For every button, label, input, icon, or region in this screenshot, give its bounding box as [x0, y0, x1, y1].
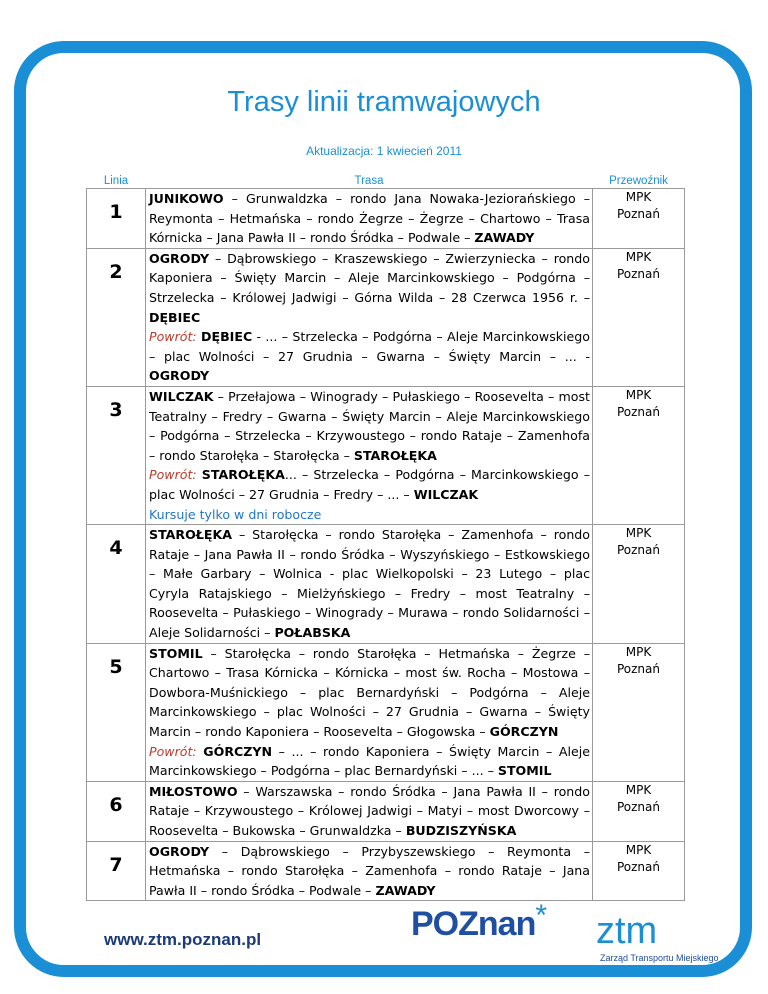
route-start: STOMIL [149, 645, 203, 661]
route-stops: – Starołęcka – rondo Starołęka – Zamenhofa – rondo Rataje – Jana Pawła II – rondo Śródka – Wyszyńskiego – Estkowskiego – Małe Garbary – Wolnica - plac Wielkopolski – 23 Lutego – plac Cyryla Ratajskiego – Mielżyńskiego – Fredry – most Teatralny – Roosevelta – Pułaskiego – Winogrady – Murawa – rondo Solidarności – Aleje Solidarności – [149, 527, 590, 641]
carrier-cell [593, 525, 685, 644]
route-start: MIŁOSTOWO [149, 783, 238, 799]
route-return [149, 465, 590, 504]
header-line: Linia [103, 175, 129, 187]
return-label: Powrót: [149, 743, 197, 759]
line-number: 2 [87, 248, 146, 386]
route-end: POŁABSKA [274, 625, 351, 641]
route-main [149, 842, 590, 901]
route-return [149, 327, 590, 386]
update-date: Aktualizacja: 1 kwiecień 2011 [306, 144, 462, 158]
carrier-city: Poznań [616, 859, 660, 874]
route-start: DĘBIEC [201, 329, 253, 345]
carrier-cell [593, 189, 685, 249]
ztm-logo: ztm [592, 910, 661, 953]
ztm-subtitle: Zarząd Transportu Miejskiego [600, 953, 719, 963]
route-start: STAROŁĘKA [201, 467, 285, 483]
line-number: 6 [87, 781, 146, 841]
route-cell [146, 386, 593, 524]
return-label: Powrót: [149, 467, 197, 483]
routes-table [86, 174, 685, 901]
return-label: Powrót: [149, 329, 197, 345]
route-stops: – Warszawska – rondo Śródka – Jana Pawła II – rondo Rataje – Krzywoustego – Królowej Jadwigi – Matyi – most Dworcowy – Roosevelta – Bukowska – Grunwaldzka – [149, 783, 590, 838]
carrier-name: MPK [625, 190, 652, 204]
page-title: Trasy linii tramwajowych [227, 86, 541, 118]
table-row [87, 386, 685, 524]
route-stops: – Dąbrowskiego – Kraszewskiego – Zwierzyniecka – rondo Kaponiera – Święty Marcin – Aleje Marcinkowskiego – Podgórna – Strzelecka – Królowej Jadwigi – Górna Wilda – 28 Czerwca 1956 r. – [149, 250, 590, 305]
carrier-city: Poznań [616, 661, 660, 676]
carrier-name: MPK [625, 249, 652, 264]
route-cell [146, 781, 593, 841]
route-start: JUNIKOWO [149, 191, 224, 206]
carrier-name: MPK [625, 644, 652, 659]
route-cell [146, 643, 593, 781]
header-route: Trasa [354, 175, 384, 187]
line-number: 7 [87, 841, 146, 901]
route-start: OGRODY [149, 843, 210, 859]
table-row [87, 189, 685, 249]
route-start: WILCZAK [149, 388, 214, 404]
route-main [149, 525, 590, 643]
route-main [149, 189, 590, 248]
route-note: Kursuje tylko w dni robocze [149, 506, 322, 522]
line-number: 3 [87, 386, 146, 524]
carrier-cell [593, 781, 685, 841]
route-stops: – Grunwaldzka – rondo Jana Nowaka-Jeziorańskiego – Reymonta – Hetmańska – rondo Żegrze – Żegrze – Chartowo – Trasa Kórnicka – Jana Pawła II – rondo Śródka – Podwale – [149, 191, 590, 246]
route-stops: ... – Strzelecka – Podgórna – Marcinkowskiego – plac Wolności – 27 Grudnia – Fredry – ... – [149, 467, 590, 502]
route-stops: – Starołęcka – rondo Starołęka – Hetmańska – Żegrze – Chartowo – Trasa Kórnicka – Kórnicka – most św. Rocha – Mostowa – Dowbora-Muśnickiego – plac Bernardyński – Podgórna – Aleje Marcinkowskiego – plac Wolności – 27 Grudnia – Gwarna – Święty Marcin – rondo Kaponiera – Roosevelta – Głogowska – [149, 645, 590, 740]
carrier-cell [593, 248, 685, 386]
carrier-city: Poznań [616, 207, 660, 221]
asterisk-icon: * [535, 899, 547, 932]
route-main [149, 387, 590, 465]
route-end: DĘBIEC [149, 309, 201, 325]
route-end: OGRODY [149, 368, 210, 384]
route-cell [146, 189, 593, 249]
carrier-city: Poznań [616, 266, 660, 281]
table-row [87, 525, 685, 644]
carrier-name: MPK [625, 526, 652, 541]
carrier-name: MPK [625, 842, 652, 857]
route-end: ZAWADY [474, 230, 535, 246]
route-end: WILCZAK [413, 486, 479, 502]
table-row [87, 781, 685, 841]
route-end: STAROŁĘKA [353, 447, 437, 463]
route-start: OGRODY [149, 250, 210, 266]
route-stops: – Dąbrowskiego – Przybyszewskiego – Reymonta – Hetmańska – rondo Starołęka – Zamenhofa – rondo Rataje – Jana Pawła II – rondo Śródka – Podwale – [149, 843, 590, 898]
route-return [149, 742, 590, 781]
carrier-cell [593, 386, 685, 524]
carrier-cell [593, 643, 685, 781]
carrier-name: MPK [625, 387, 652, 402]
route-cell [146, 841, 593, 901]
route-stops: – Przełajowa – Winogrady – Pułaskiego – Roosevelta – most Teatralny – Fredry – Gwarna – Święty Marcin – Aleje Marcinkowskiego – Podgórna – Strzelecka – Krzywoustego – rondo Rataje – Zamenhofa – rondo Starołęka – Starołęcka – [149, 388, 590, 463]
route-end: GÓRCZYN [489, 724, 559, 740]
table-row [87, 643, 685, 781]
line-number: 1 [87, 189, 146, 249]
route-main [149, 644, 590, 742]
poznan-logo [405, 899, 552, 944]
route-start: STAROŁĘKA [149, 527, 233, 543]
route-end: ZAWADY [375, 882, 436, 898]
route-end: STOMIL [497, 763, 552, 779]
route-cell [146, 248, 593, 386]
route-cell [146, 525, 593, 644]
carrier-city: Poznań [616, 404, 660, 419]
table-row [87, 248, 685, 386]
carrier-city: Poznań [616, 799, 660, 814]
poznan-logo-text: POZnan [411, 905, 536, 943]
carrier-city: Poznań [616, 543, 660, 558]
route-start: GÓRCZYN [203, 743, 273, 759]
line-number: 4 [87, 525, 146, 644]
carrier-name: MPK [625, 782, 652, 797]
route-stops: – ... – rondo Kaponiera – Święty Marcin – Aleje Marcinkowskiego – Podgórna – plac Bernardyński – ... – [149, 743, 590, 779]
route-main [149, 249, 590, 327]
website-url[interactable]: www.ztm.poznan.pl [98, 930, 267, 950]
route-main [149, 782, 590, 841]
table-row [87, 841, 685, 901]
line-number: 5 [87, 643, 146, 781]
route-stops: - ... – Strzelecka – Podgórna – Aleje Marcinkowskiego – plac Wolności – 27 Grudnia – Gwarna – Święty Marcin – ... - [149, 329, 590, 364]
carrier-cell [593, 841, 685, 901]
route-end: BUDZISZYŃSKA [405, 823, 517, 838]
header-carrier: Przewoźnik [609, 175, 668, 187]
